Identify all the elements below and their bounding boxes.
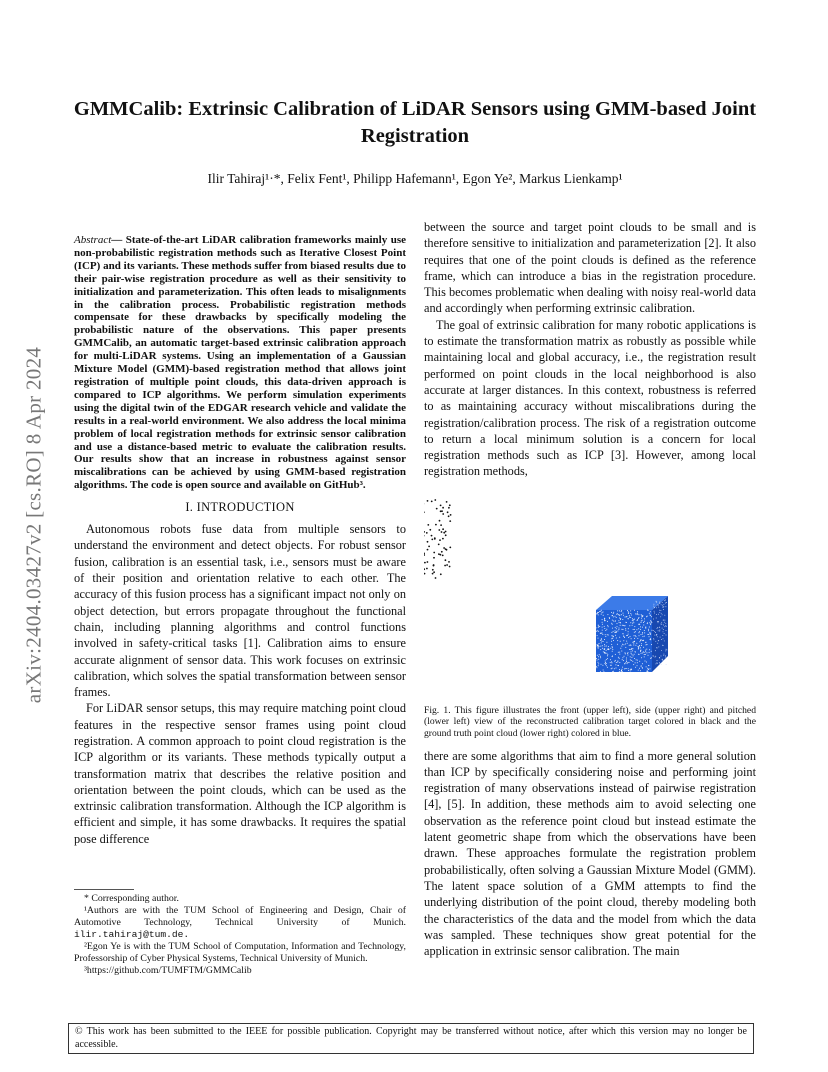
footnote-corresponding: * Corresponding author. — [84, 893, 179, 904]
arxiv-identifier: arXiv:2404.03427v2 [cs.RO] 8 Apr 2024 — [21, 346, 46, 704]
section-heading-introduction: I. INTRODUCTION — [185, 500, 295, 515]
copyright-notice: © This work has been submitted to the IEEE for possible publication. Copyright may be transferred without notice, after which this version may no longer be accessible. — [68, 1023, 754, 1054]
right-column — [424, 219, 756, 959]
footnotes — [74, 893, 406, 977]
left-column — [74, 234, 406, 847]
right-paragraph-1: between the source and target point clouds to be small and is therefore sensitive to initialization and parameterization [2]. It also requires that one of the point clouds is defined as the reference frame, which can introduce a bias in the registration procedure. This becomes problematic when dealing with noisy real-world data and accordingly when performing extrinsic calibration. — [424, 220, 756, 316]
intro-paragraph-2: For LiDAR sensor setups, this may require matching point cloud features in the respective sensor frames using point cloud registration. A common approach to point cloud registration is the ICP algorithm or its variants. These methods typically output a transformation matrix that describes the relative position and orientation between the point clouds, which can be used as the extrinsic calibration transformation. Although the ICP algorithm is efficient and simple, it has some drawbacks. It requires the spatial pose difference — [74, 701, 406, 846]
footnote-affiliation-1: ¹Authors are with the TUM School of Engineering and Design, Chair of Automotive Technology, Technical University of Munich. ilir.tahiraj@tum.de. — [74, 905, 406, 940]
abstract — [74, 234, 406, 492]
intro-paragraph-1: Autonomous robots fuse data from multiple sensors to understand the environment and detect objects. For robust sensor fusion, calibration is an essential task, i.e., sensors must be aware of their position and orientation relative to each other. The accuracy of this fusion process has a significant impact not only on object detection, but errors propagate throughout the functional chain, including planning algorithms and control functions involved in safety-critical tasks [1]. Calibration aims to ensure accurate alignment of sensor data. This work focuses on extrinsic calibration, which solves the spatial transformation between sensor frames. — [74, 522, 406, 700]
author-email: ilir.tahiraj@tum.de. — [74, 929, 190, 940]
figure-1-caption: Fig. 1. This figure illustrates the front (upper left), side (upper right) and pitched (lower left) view of the reconstructed calibration target colored in black and the ground truth point cloud (lower right) colored in blue. — [424, 704, 756, 739]
footnote-divider — [74, 889, 134, 890]
author-list: Ilir Tahiraj¹·*, Felix Fent¹, Philipp Hafemann¹, Egon Ye², Markus Lienkamp¹ — [207, 171, 623, 186]
paper-title: GMMCalib: Extrinsic Calibration of LiDAR Sensors using GMM-based Joint Registration — [73, 98, 757, 147]
footnote-github-link[interactable]: ³https://github.com/TUMFTM/GMMCalib — [84, 965, 252, 976]
point-cloud-figure — [424, 492, 756, 697]
abstract-text: — State-of-the-art LiDAR calibration frameworks mainly use non-probabilistic registration methods such as Iterative Closest Point (ICP) and its variants. These methods suffer from biased results due to their pair-wise registration procedure as well as their sensitivity to initialization and parameterization. This often leads to misalignments in the calibration process. Probabilistic registration methods compensate for these drawbacks by specifically modeling the probabilistic nature of the observations. This paper presents GMMCalib, an automatic target-based extrinsic calibration approach for multi-LiDAR systems. Using an implementation of a Gaussian Mixture Model (GMM)-based registration method that allows joint registration of multiple point clouds, this data-driven approach is compared to ICP algorithms. We perform simulation experiments using the digital twin of the EDGAR research vehicle and validate the results in a real-world environment. We also address the local minima problem of local registration methods for extrinsic sensor calibration and use a distance-based metric to evaluate the calibration results. Our results show that an increase in robustness against sensor miscalibrations can be achieved by using GMM-based registration algorithms. The code is open source and available on GitHub³. — [74, 234, 406, 492]
ground-truth-point-cloud — [596, 596, 668, 672]
footnote-affiliation-2: ²Egon Ye is with the TUM School of Computation, Information and Technology, Professorship of Cyber Physical Systems, Technical University of Munich. — [74, 941, 406, 964]
side-view-point-cloud — [424, 499, 452, 579]
abstract-label: Abstract — [74, 234, 112, 246]
right-paragraph-3: there are some algorithms that aim to find a more general solution than ICP by specifically considering noise and performing joint registration of many observations instead of pairwise registration [4], [5]. In addition, these methods aim to avoid selecting one observation as the reference point cloud but instead estimate the latent geometric shape from which the observations have been drawn. These approaches formulate the registration problem probabilistically, often solving a Gaussian Mixture Model (GMM). The latent space solution of a GMM attempts to find the underlying distribution of the point cloud, thereby modeling both the characteristics of the data and the model from which the data was sampled. These techniques show great potential for the application in extrinsic sensor calibration. The main — [424, 748, 756, 959]
figure-1 — [424, 492, 756, 697]
right-paragraph-2: The goal of extrinsic calibration for many robotic applications is to estimate the transformation matrix as robustly as possible while maintaining local and global accuracy, i.e., the registration result performed on point clouds in the local neighborhood is also accurate at larger distances. In this context, robustness is referred to as maintaining accuracy without miscalibrations during the registration/calibration process. The risk of a registration outcome to return a local minimum solution is a concern for local registration methods such as ICP [3]. However, among local registration methods, — [424, 317, 756, 479]
